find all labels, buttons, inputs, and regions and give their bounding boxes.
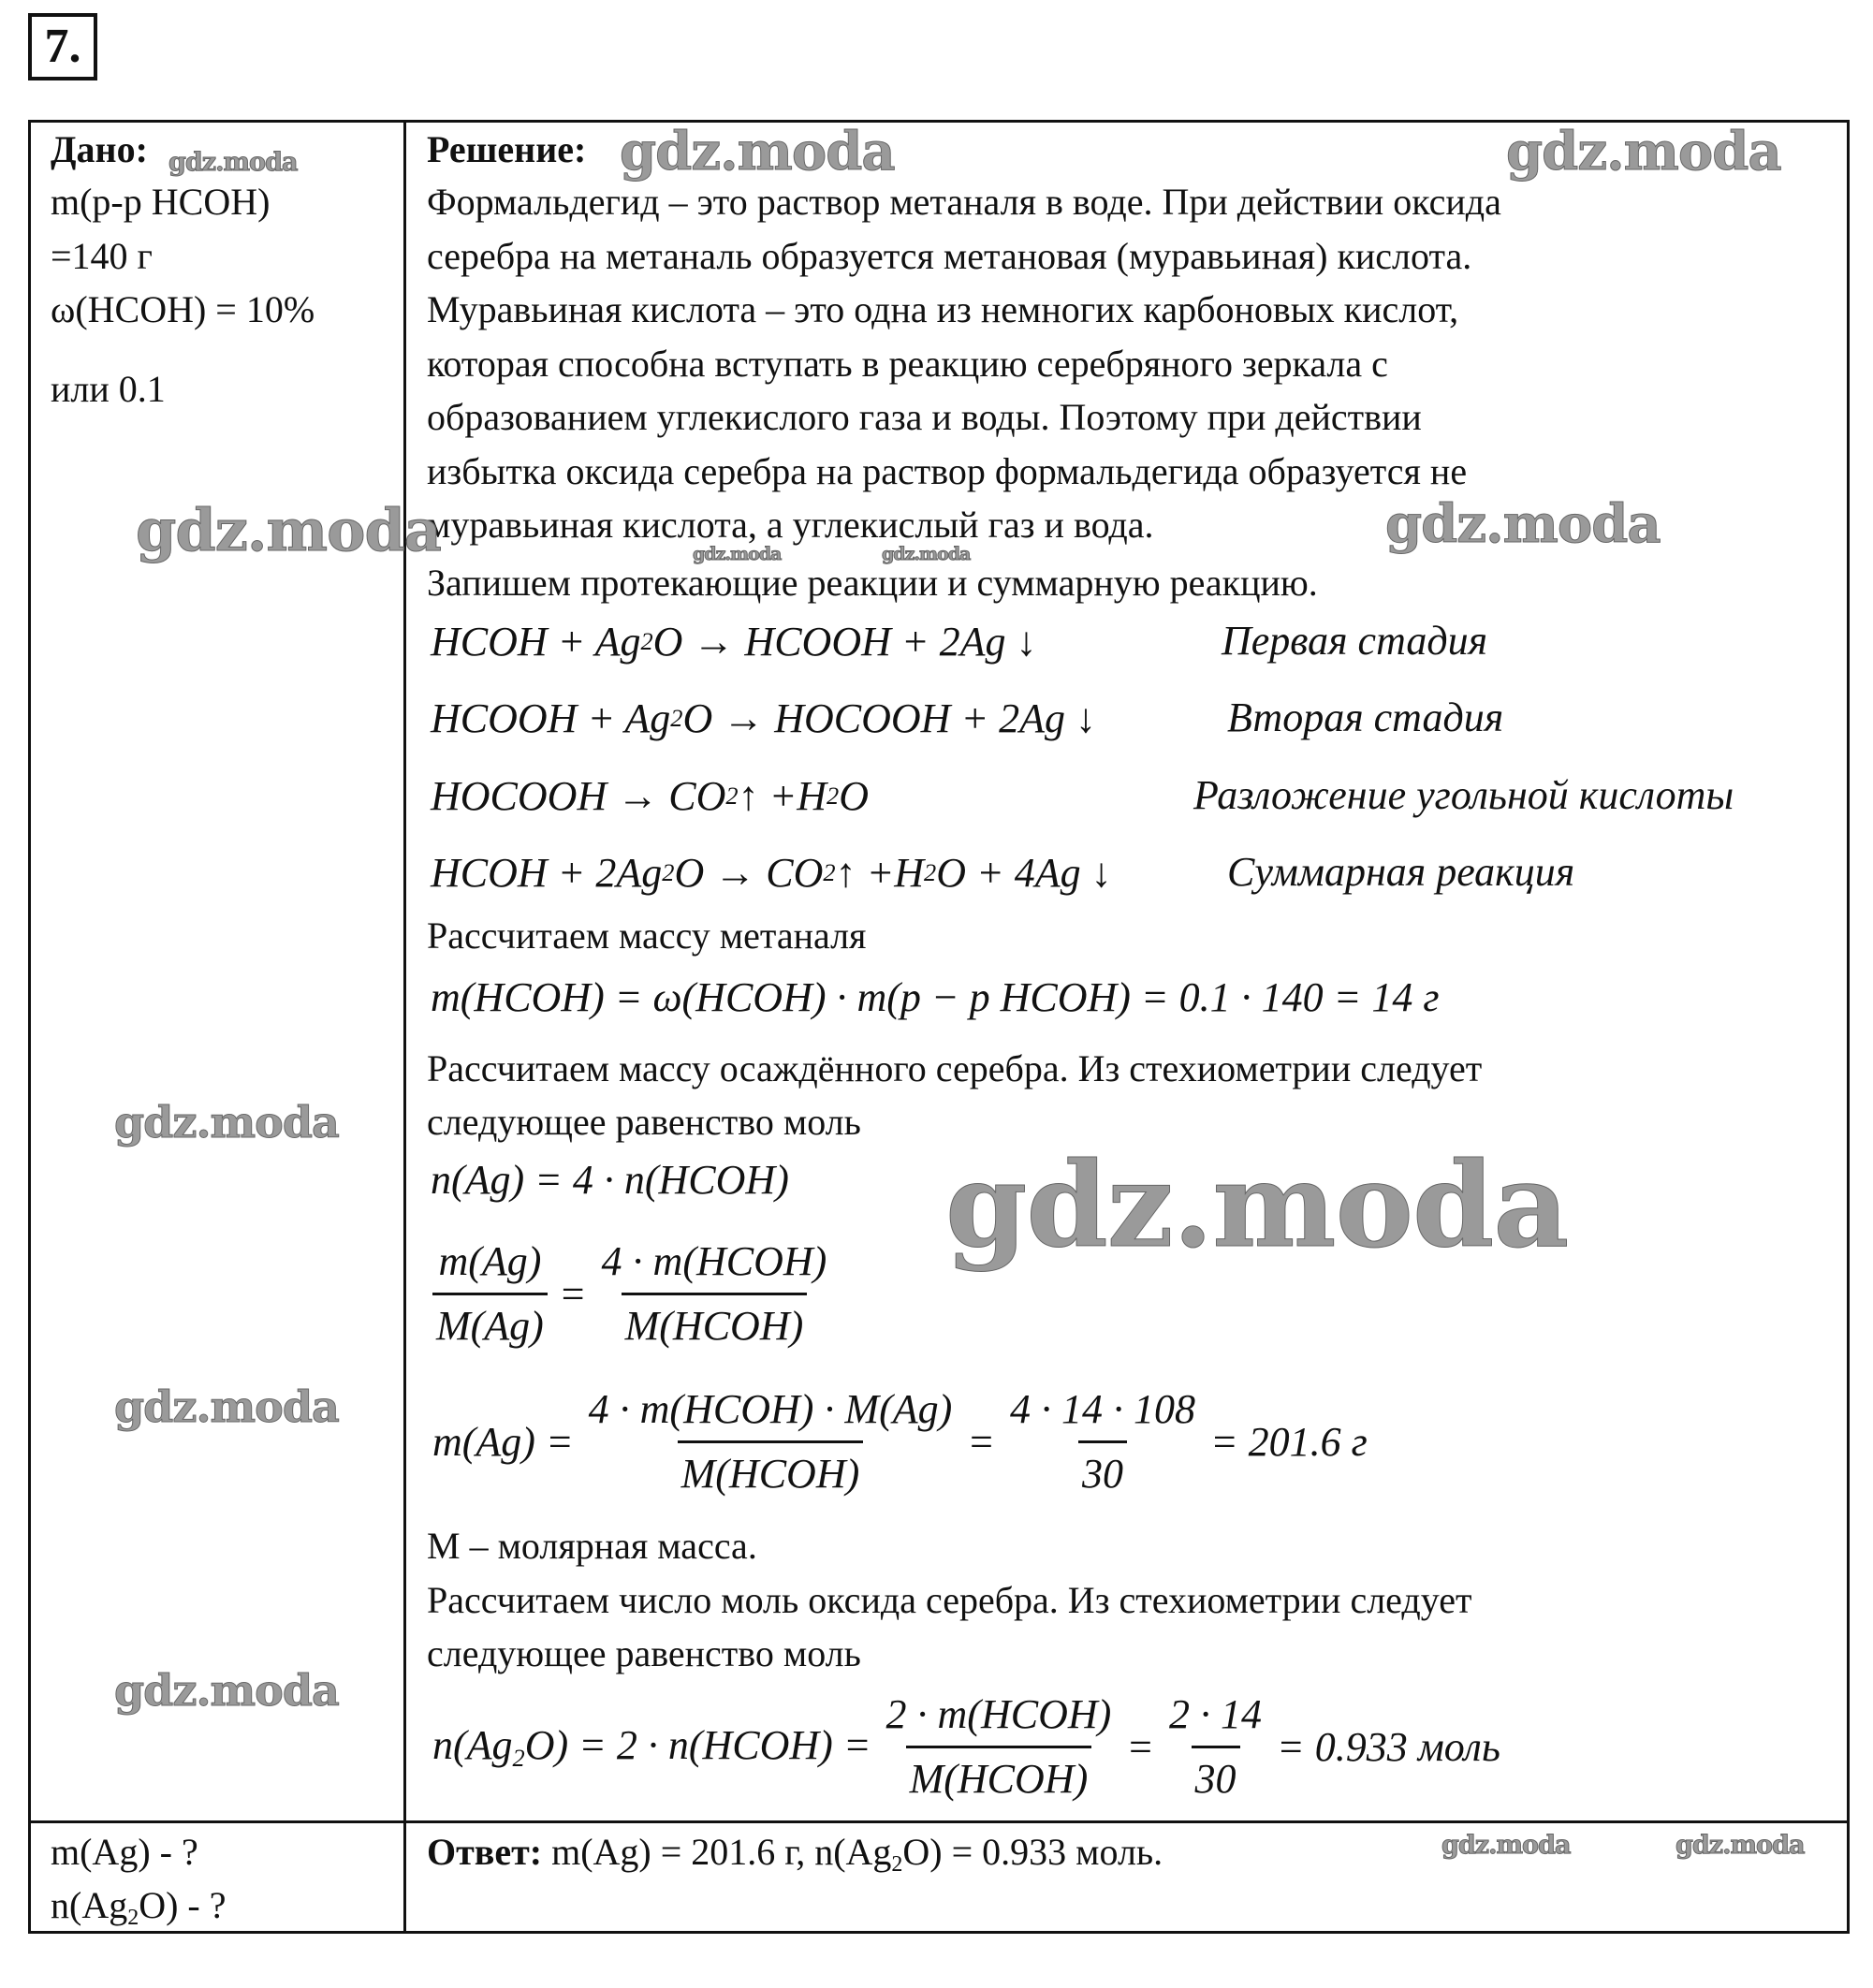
- answer: [427, 1831, 1163, 1886]
- find-line: [51, 1831, 198, 1874]
- equation-term: [559, 1270, 587, 1318]
- oxide-intro: следующее равенство моль: [427, 1632, 861, 1674]
- fraction-numerator: [883, 1684, 1116, 1746]
- silver-equation-3: [427, 1376, 1373, 1507]
- equation-term: [432, 1721, 871, 1773]
- text-segment: =: [1126, 1723, 1154, 1770]
- fraction-denominator: [1192, 1746, 1240, 1810]
- text-segment: 2 · 14: [1169, 1690, 1262, 1737]
- text-segment: 30: [1194, 1755, 1236, 1802]
- paragraph-line: Формальдегид – это раствор метаналя в воде. При действии оксида: [427, 181, 1501, 223]
- fraction-denominator: [432, 1293, 548, 1357]
- fraction-numerator: [598, 1231, 831, 1293]
- text-segment: M(HCOH): [624, 1302, 804, 1349]
- fraction: [1006, 1379, 1199, 1505]
- text-segment: =: [967, 1418, 995, 1465]
- equation-term: [1126, 1723, 1154, 1771]
- reaction-label: Суммарная реакция: [1227, 849, 1575, 895]
- equation-term: [432, 1418, 574, 1466]
- find-line: [51, 1884, 227, 1939]
- fraction: [1165, 1684, 1266, 1810]
- fraction-numerator: [1006, 1379, 1199, 1440]
- equation-term: [1210, 1418, 1368, 1466]
- text-segment: n(Ag: [432, 1721, 513, 1768]
- subscript: 2: [640, 626, 653, 655]
- reaction-label: Вторая стадия: [1227, 694, 1504, 740]
- text-segment: m(Ag) =: [432, 1418, 574, 1465]
- oxide-intro: Рассчитаем число моль оксида серебра. Из стехиометрии следует: [427, 1579, 1472, 1621]
- fraction: [883, 1684, 1116, 1810]
- text-segment: = 0.933 моль: [1277, 1723, 1500, 1770]
- silver-intro: Рассчитаем массу осаждённого серебра. Из стехиометрии следует: [427, 1047, 1483, 1089]
- subscript: 2: [924, 857, 937, 886]
- fraction-denominator: [1078, 1440, 1127, 1505]
- paragraph-line: образованием углекислого газа и воды. Поэтому при действии: [427, 396, 1422, 438]
- watermark: gdz.moda: [114, 1665, 339, 1716]
- oxide-equation: [427, 1681, 1506, 1812]
- reaction-label: Разложение угольной кислоты: [1193, 772, 1734, 818]
- watermark: gdz.moda: [1441, 1831, 1571, 1860]
- subscript: 2: [725, 781, 739, 810]
- reaction-equation: [431, 767, 869, 824]
- text-segment: n(Ag: [51, 1884, 128, 1926]
- molar-mass-note: M – молярная масса.: [427, 1525, 757, 1567]
- watermark: gdz.moda: [1385, 493, 1661, 555]
- row-divider: [28, 1820, 1848, 1823]
- subscript: 2: [827, 781, 840, 810]
- text-segment: O → HCOOH + 2Ag ↓: [652, 618, 1037, 665]
- text-segment: m(Ag): [438, 1237, 542, 1284]
- text-segment: HOCOOH → CO: [431, 772, 726, 819]
- watermark: gdz.moda: [882, 544, 971, 564]
- answer-label: Ответ:: [427, 1831, 543, 1873]
- subscript: 2: [127, 1906, 139, 1931]
- text-segment: n(Ag) = 4 · n(HCOH): [431, 1156, 789, 1203]
- subscript: 2: [891, 1852, 903, 1878]
- watermark: gdz.moda: [114, 1097, 339, 1147]
- fraction-denominator: [622, 1293, 808, 1357]
- paragraph-line: муравьиная кислота, а углекислый газ и вода.: [427, 504, 1154, 546]
- reactions-intro: Запишем протекающие реакции и суммарную реакцию.: [427, 562, 1318, 604]
- watermark: gdz.moda: [620, 121, 895, 183]
- fraction-numerator: [1165, 1684, 1266, 1746]
- fraction-numerator: [585, 1379, 957, 1440]
- mass-methanal-intro: Рассчитаем массу метаналя: [427, 914, 867, 957]
- watermark: gdz.moda: [114, 1381, 339, 1432]
- text-segment: HCOH + 2Ag: [431, 849, 663, 896]
- fraction: [432, 1231, 548, 1357]
- text-segment: m(Ag) - ?: [51, 1831, 198, 1873]
- watermark: gdz.moda: [1675, 1831, 1805, 1860]
- text-segment: ↑ +H: [738, 772, 827, 819]
- text-segment: 4 · m(HCOH) · M(Ag): [588, 1385, 953, 1432]
- equation-term: [1277, 1723, 1500, 1771]
- text-segment: = 201.6 г: [1209, 1418, 1368, 1465]
- given-line: ω(HCOH) = 10%: [51, 288, 315, 330]
- column-divider: [403, 120, 406, 1932]
- text-segment: M(HCOH): [909, 1755, 1089, 1802]
- subscript: 2: [662, 857, 675, 886]
- text-segment: 4 · m(HCOH): [601, 1237, 827, 1284]
- text-segment: O) - ?: [139, 1884, 227, 1926]
- silver-equation-2: [427, 1228, 836, 1359]
- reaction-equation: [431, 844, 1112, 900]
- watermark: gdz.moda: [168, 148, 298, 177]
- text-segment: 4 · 14 · 108: [1009, 1385, 1195, 1432]
- text-segment: m(HCOH) = ω(HCOH) · m(p − p HCOH) = 0.1 · 140 = 14 г: [431, 973, 1440, 1020]
- solution-table: [28, 120, 1850, 1934]
- given-line: или 0.1: [51, 368, 166, 410]
- fraction-numerator: [434, 1231, 545, 1293]
- text-segment: m(Ag) = 201.6 г, n(Ag: [542, 1831, 892, 1873]
- text-segment: M(Ag): [436, 1302, 544, 1349]
- problem-number: 7.: [28, 13, 97, 80]
- subscript: 2: [670, 703, 683, 732]
- watermark: gdz.moda: [136, 496, 441, 564]
- text-segment: =: [558, 1270, 587, 1317]
- fraction-denominator: [678, 1440, 864, 1505]
- mass-methanal-equation: [431, 969, 1439, 1025]
- silver-equation-1: [431, 1151, 789, 1207]
- equation-term: [967, 1418, 995, 1466]
- text-segment: O + 4Ag ↓: [936, 849, 1112, 896]
- watermark: gdz.moda: [945, 1137, 1569, 1274]
- given-line: =140 г: [51, 235, 153, 277]
- answer-text: [542, 1831, 1163, 1878]
- fraction: [585, 1379, 957, 1505]
- watermark: gdz.moda: [1506, 121, 1781, 183]
- text-segment: HCOH + Ag: [431, 618, 641, 665]
- reaction-equation: [431, 613, 1036, 669]
- given-line: m(р-р HCOH): [51, 181, 271, 223]
- text-segment: HCOOH + Ag: [431, 694, 671, 741]
- text-segment: O → CO: [674, 849, 824, 896]
- subscript: 2: [512, 1743, 525, 1772]
- reaction-equation: [431, 690, 1096, 746]
- text-segment: O) = 2 · n(HCOH) =: [524, 1721, 871, 1768]
- paragraph-line: избытка оксида серебра на раствор формальдегида образуется не: [427, 450, 1468, 492]
- subscript: 2: [823, 857, 836, 886]
- text-segment: O: [839, 772, 870, 819]
- silver-intro: следующее равенство моль: [427, 1101, 861, 1143]
- solution-title: Решение:: [427, 128, 587, 170]
- text-segment: 2 · m(HCOH): [885, 1690, 1112, 1737]
- given-title: Дано:: [51, 128, 148, 170]
- paragraph-line: Муравьиная кислота – это одна из немногих карбоновых кислот,: [427, 288, 1459, 330]
- paragraph-line: которая способна вступать в реакцию серебряного зеркала с: [427, 343, 1388, 385]
- text-segment: O) = 0.933 моль.: [902, 1831, 1163, 1873]
- reaction-label: Первая стадия: [1222, 618, 1488, 664]
- text-segment: M(HCOH): [680, 1450, 860, 1497]
- text-segment: O → HOCOOH + 2Ag ↓: [682, 694, 1097, 741]
- paragraph-line: серебра на метаналь образуется метановая (муравьиная) кислота.: [427, 235, 1472, 277]
- text-segment: 30: [1081, 1450, 1123, 1497]
- fraction-denominator: [906, 1746, 1092, 1810]
- fraction: [598, 1231, 831, 1357]
- watermark: gdz.moda: [693, 544, 782, 564]
- text-segment: ↑ +H: [835, 849, 925, 896]
